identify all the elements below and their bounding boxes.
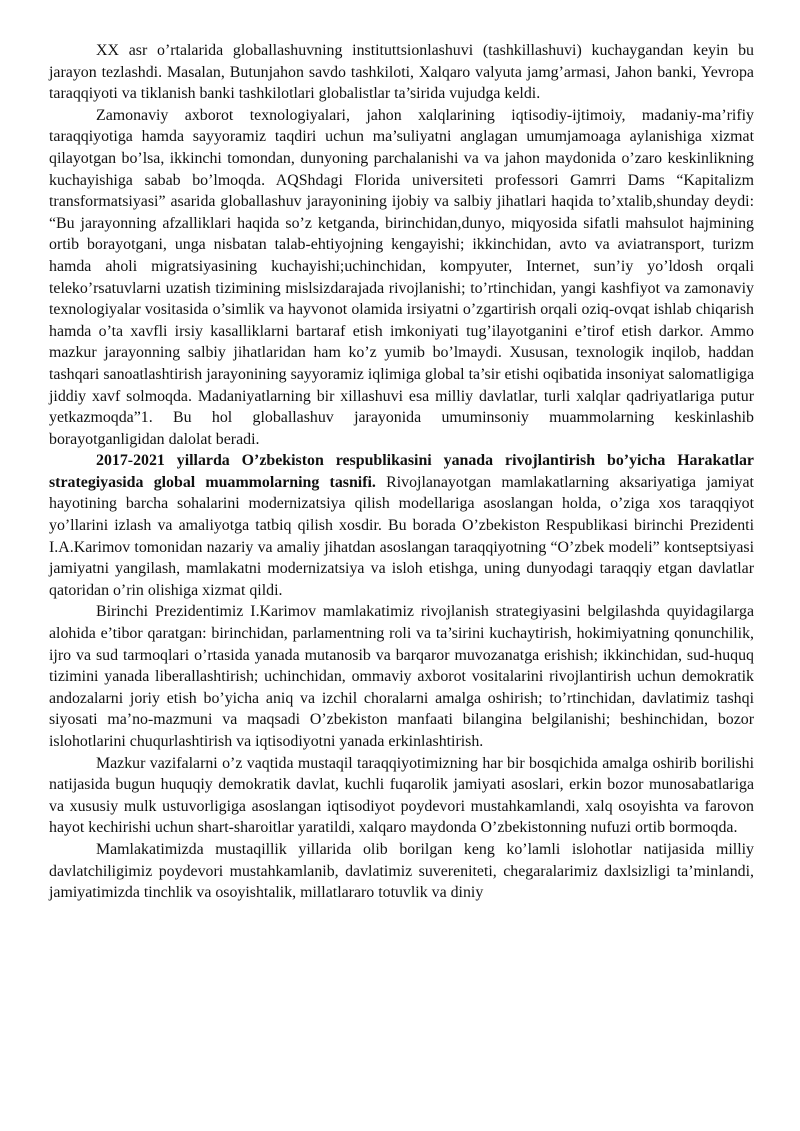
section-heading: 2017-2021 yillarda O’zbekiston respublikasini yanada rivojlantirish bo’yicha Harakatlar strategiyasida global muammolarning tasnifi. [49,452,754,491]
footnote-marker: 1 [140,409,149,427]
paragraph-3-body: Rivojlanayotgan mamlakatlarning aksariyatiga jamiyat hayotining barcha sohalarini modernizatsiya qilish modellariga asoslangan holda, o’ziga xos taraqqiyot yo’llarini izlash va amaliyotga tatbiq qilish xosdir. Bu borada O’zbekiston Respublikasi birinchi Prezidenti I.A.Karimov tomonidan nazariy va amaliy jihatdan asoslangan taraqqiyotning “O’zbek modeli” kontseptsiyasi jamiyatni yangilash, mamlakatni modernizatsiya va isloh etishga, uning dunyodagi taraqqiy etgan davlatlar qatoridan o’rin olishiga xizmat qildi. [49,473,754,599]
paragraph-6: Mamlakatimizda mustaqillik yillarida olib borilgan keng ko’lamli islohotlar natijasida milliy davlatchiligimiz poydevori mustahkamlanib, davlatimiz suvereniteti, chegaralarimiz daxlsizligi ta’minlandi, jamiyatimizda tinchlik va osoyishtalik, millatlararo totuvlik va diniy [49,840,754,902]
paragraph-2 [49,105,754,451]
paragraph-3 [49,450,754,601]
paragraph-2-text: Zamonaviy axborot texnologiyalari, jahon xalqlarining iqtisodiy-ijtimoiy, madaniy-ma’rifiy taraqqiyotiga hamda sayyoramiz taqdiri uchun ma’suliyatni anglagan umumjamoaga aylanishiga xizmat qilayotgan bo’lsa, ikkinchi tomondan, dunyoning parchalanishi va va jahon maydonida o’zaro keskinlikning kuchayishiga sabab bo’lmoqda. AQShdagi Florida universiteti professori Gamrri Dams “Kapitalizm transformatsiyasi” asarida globallashuv jarayonining ijobiy va salbiy jihatlari haqida to’xtalib,shunday deydi: “Bu jarayonning afzalliklari haqida so’z ketganda, birinchidan,dunyo, miqyosida sifatli mahsulot hajmining ortib borayotgani, unga nisbatan talab-ehtiyojning kengayishi; ikkinchidan, avto va aviatransport, turizm hamda aholi migratsiyasining kuchayishi;uchinchidan, kompyuter, Internet, sun’iy yo’ldosh orqali teleko’rsatuvlarni uzatish tizimining mislsizdarajada rivojlanishi; to’rtinchidan, yangi kashfiyot va zamonaviy texnologiyalar vositasida o’simlik va hayvonot olamida irsiyatni o’zgartirish orqali oziq-ovqat ishlab chiqarish hamda o’ta xavfli irsiy kasalliklarni bartaraf etish imkoniyati tug’ilayotganini e’tirof etish darkor. Ammo mazkur jarayonning salbiy jihatlaridan ham ko’z yumib bo’lmaydi. Xususan, texnologik inqilob, haddan tashqari sanoatlashtirish jarayonining sayyoramiz iqlimiga global ta’sir etishi oqibatida insoniyat salomatligiga jiddiy xavf solmoqda. Madaniyatlarning bir xillashuvi esa milliy davlatlar, turli xalqlar qadriyatlariga putur yetkazmoqda” [49,106,754,427]
paragraph-5: Mazkur vazifalarni o’z vaqtida mustaqil taraqqiyotimizning har bir bosqichida amalga oshirib borilishi natijasida bugun huquqiy demokratik davlat, kuchli fuqarolik jamiyati asoslari, erkin bozor munosabatlariga va xususiy mulk ustuvorligiga asoslangan iqtisodiyot poydevori mustahkamlandi, xalq osoyishta va farovon hayot kechirishi uchun shart-sharoitlar yaratildi, xalqaro maydonda O’zbekistonning nufuzi ortib bormoqda. [49,754,754,837]
paragraph-2-end: . Bu hol globallashuv jarayonida umuminsoniy muammolarning keskinlashib borayotganligidan dalolat beradi. [49,409,754,448]
paragraph-1: XX asr o’rtalarida globallashuvning instituttsionlashuvi (tashkillashuvi) kuchaygandan keyin bu jarayon tezlashdi. Masalan, Butunjahon savdo tashkiloti, Xalqaro valyuta jamg’armasi, Jahon banki, Yevropa taraqqiyoti va tiklanish banki tashkilotlari globalistlar ta’sirida vujudga keldi. [49,42,754,103]
paragraph-4: Birinchi Prezidentimiz I.Karimov mamlakatimiz rivojlanish strategiyasini belgilashda quyidagilarga alohida e’tibor qaratgan: birinchidan, parlamentning roli va ta’sirini kuchaytirish, hokimiyatning qonunchilik, ijro va sud tarmoqlari o’rtasida yanada mutanosib va barqaror muvozanatga erishish; ikkinchidan, sud-huquq tizimini yanada liberallashtirish; uchinchidan, ommaviy axborot vositalarini rivojlantirish uchun demokratik andozalarni joriy etish bo’yicha aniq va izchil choralarni amalga oshirish; to’rtinchidan, davlatimiz tashqi siyosati ma’no-mazmuni va maqsadi O’zbekiston manfaati bilangina belgilanishi; beshinchidan, bozor islohotlarini chuqurlashtirish va iqtisodiyotni yanada erkinlashtirish. [49,603,754,750]
